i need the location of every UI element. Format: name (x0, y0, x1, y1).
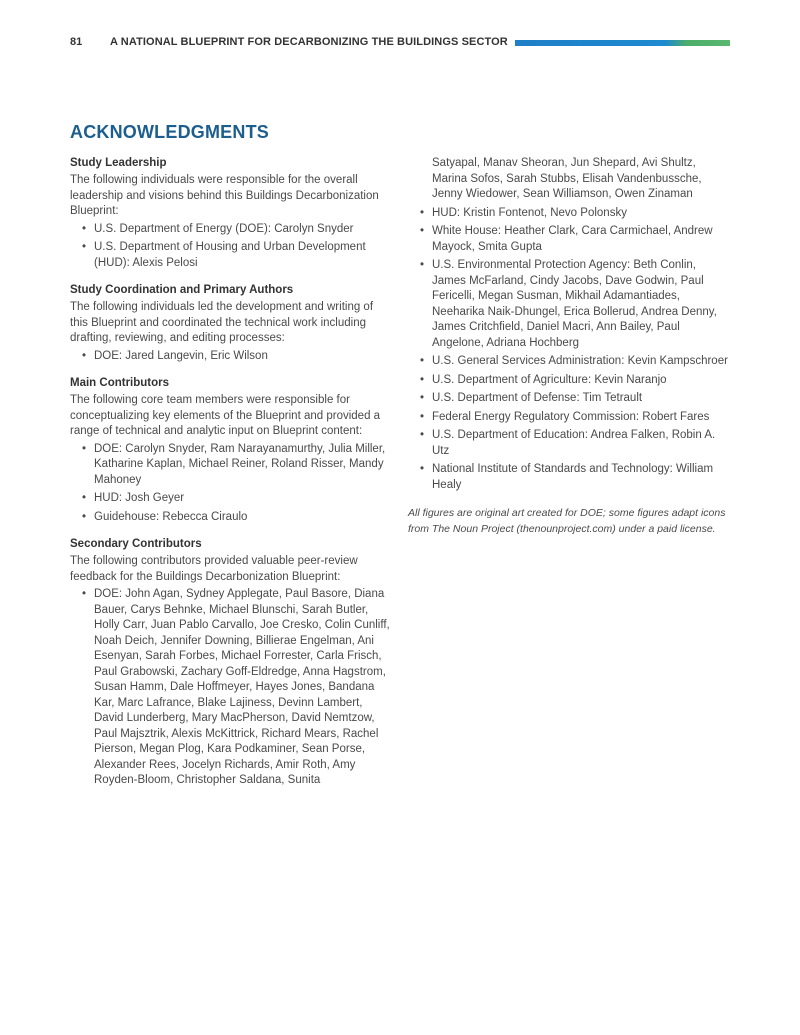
bullet-icon: • (420, 225, 425, 237)
section-intro: The following core team members were responsible for conceptualizing key elements of the Blueprint and provided a range of technical and analytic input on Blueprint content: (70, 394, 381, 437)
list-item: • DOE: John Agan, Sydney Applegate, Paul Basore, Diana Bauer, Carys Behnke, Michael Blunschi, Sarah Butler, Holly Carr, Juan Pablo Carvallo, Joe Cresko, Colin Cunliff, Noah Deich, Jennifer Downing, Billierae Engelman, Ani Esenyan, Sarah Forbes, Michael Forrester, Carla Frisch, Paul Grabowski, Zachary Goff-Eldredge, Anna Hagstrom, Susan Hamm, Dale Hoffmeyer, Hayes Jones, Bandana Kar, Marc Lafrance, Blake Lajiness, Devinn Lambert, David Lunderberg, Mary MacPherson, David Nemtzow, Paul Majsztrik, Alexis McKittrick, Richard Mears, Rachel Pierson, Megan Plog, Kara Podkaminer, Sean Porse, Alexander Rees, Jocelyn Richards, Amir Roth, Amy Royden-Bloom, Christopher Saldana, Sunita (82, 588, 390, 786)
bullet-list (70, 222, 390, 272)
list-item: • U.S. Department of Energy (DOE): Carolyn Snyder (70, 222, 390, 238)
bullet-icon: • (420, 410, 425, 423)
bullet-icon: • (82, 588, 87, 600)
list-item: • HUD: Josh Geyer (70, 491, 390, 507)
right-column (408, 156, 733, 548)
section-main-contributors (70, 376, 390, 525)
bullet-icon: • (82, 241, 87, 253)
list-item: • DOE: Jared Langevin, Eric Wilson (70, 349, 390, 365)
bullet-list (70, 349, 390, 365)
bullet-icon: • (420, 429, 425, 441)
bullet-icon: • (82, 222, 87, 235)
bullet-icon: • (420, 355, 425, 367)
page-title: ACKNOWLEDGMENTS (70, 122, 269, 142)
section-heading: Main Contributors (70, 377, 170, 389)
section-secondary-contributors (70, 537, 390, 789)
list-item: • U.S. Department of Defense: Tim Tetrault (408, 391, 733, 407)
list-item: • HUD: Kristin Fontenot, Nevo Polonsky (408, 206, 733, 222)
bullet-icon: • (82, 492, 87, 504)
bullet-icon: • (420, 259, 425, 271)
list-item: • White House: Heather Clark, Cara Carmichael, Andrew Mayock, Smita Gupta (420, 225, 713, 253)
bullet-icon: • (82, 349, 87, 362)
bullet-icon: • (82, 510, 87, 523)
bullet-icon: • (420, 373, 425, 386)
section-study-coordination (70, 283, 390, 364)
list-item: • U.S. Department of Agriculture: Kevin Naranjo (408, 373, 733, 389)
list-item: • U.S. Department of Education: Andrea Falken, Robin A. Utz (420, 429, 716, 457)
section-intro: The following contributors provided valuable peer-review feedback for the Buildings Decarbonization Blueprint: (70, 555, 358, 583)
section-heading: Study Leadership (70, 157, 167, 169)
bullet-list (408, 206, 733, 494)
list-item: • U.S. General Services Administration: Kevin Kampschroer (408, 354, 733, 370)
list-item: • Federal Energy Regulatory Commission: Robert Fares (408, 410, 733, 426)
bullet-list (70, 442, 390, 526)
list-item: • U.S. Environmental Protection Agency: Beth Conlin, James McFarland, Cindy Jacobs, Dave Godwin, Paul Fericelli, Megan Susman, Mikhail Adamantiades, Neeharika Naik-Dhungel, Erica Bollerud, Andrea Denny, James Critchfield, Daniel Macri, Ann Bailey, Paul Angelone, Adriana Hochberg (420, 259, 717, 349)
list-item: • U.S. Department of Housing and Urban Development (HUD): Alexis Pelosi (82, 241, 366, 269)
section-intro: The following individuals were responsible for the overall leadership and visions behind this Buildings Decarbonization Blueprint: (70, 174, 379, 217)
document-title: A NATIONAL BLUEPRINT FOR DECARBONIZING THE BUILDINGS SECTOR (110, 36, 508, 48)
header-accent-bar (515, 40, 730, 46)
bullet-icon: • (420, 206, 425, 219)
section-study-leadership (70, 156, 390, 271)
section-intro: The following individuals led the development and writing of this Blueprint and coordinated the technical work including drafting, reviewing, and editing processes: (70, 301, 374, 344)
list-item: • Guidehouse: Rebecca Ciraulo (70, 510, 390, 526)
bullet-icon: • (420, 463, 425, 475)
section-heading: Study Coordination and Primary Authors (70, 284, 294, 296)
section-heading: Secondary Contributors (70, 538, 202, 550)
page-number: 81 (70, 36, 83, 48)
left-column (70, 156, 390, 799)
list-item-continued: Satyapal, Manav Sheoran, Jun Shepard, Avi Shultz, Marina Sofos, Sarah Stubbs, Elisah Vandenbussche, Jenny Wiedower, Sean Williamson, Owen Zinaman (432, 157, 702, 200)
list-item: • DOE: Carolyn Snyder, Ram Narayanamurthy, Julia Miller, Katharine Kaplan, Michael Reiner, Roland Risser, Mandy Mahoney (82, 442, 386, 486)
bullet-list (70, 587, 390, 789)
figure-credit-note: All figures are original art created for DOE; some figures adapt icons from The Noun Project (thenounproject.com) under a paid license. (408, 507, 726, 535)
bullet-icon: • (82, 442, 87, 455)
page-header (70, 35, 730, 49)
bullet-icon: • (420, 392, 425, 404)
list-item: • National Institute of Standards and Technology: William Healy (420, 463, 714, 491)
